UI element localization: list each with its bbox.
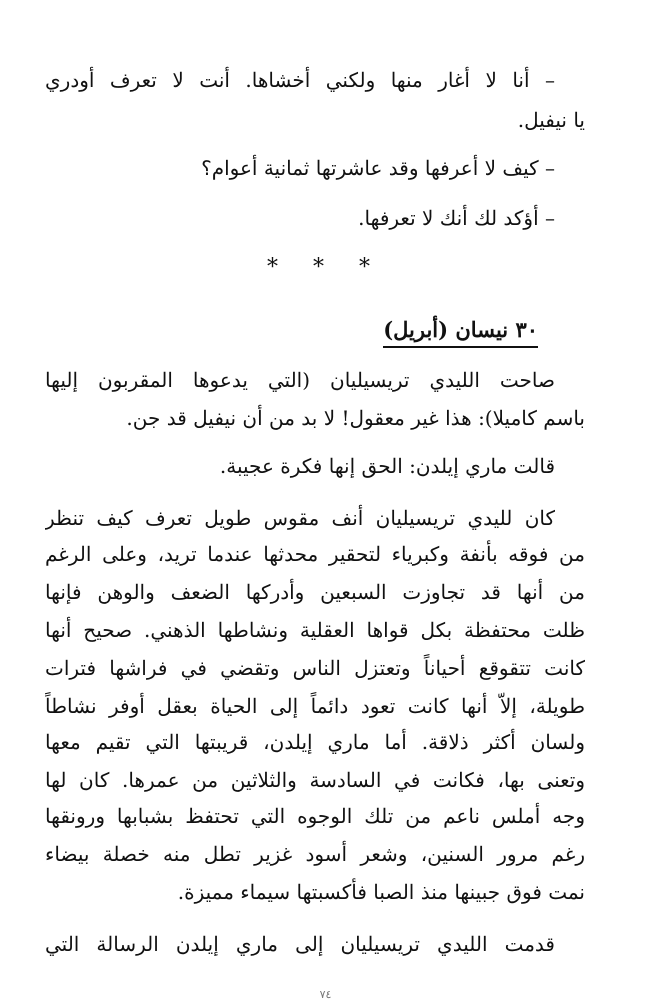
paragraph-line: من فوقه بأنفة وكبرياء لتحقير محدثها عندما تريد، وعلى الرغم: [45, 542, 585, 566]
paragraph-line: طويلة، إلاّ أنها كانت تعود دائماً إلى الحياة بعقل أوفر نشاطاً: [45, 694, 585, 718]
paragraph-line: صاحت الليدي تريسيليان (التي يدعوها المقربون إليها: [45, 368, 555, 392]
paragraph-line: ظلت محتفظة بكل قواها العقلية ونشاطها الذهني. صحيح أنها: [45, 618, 585, 642]
paragraph-line: باسم كاميلا): هذا غير معقول! لا بد من أن نيفيل قد جن.: [126, 406, 585, 430]
paragraph-line: كان لليدي تريسيليان أنف مقوس طويل تعرف كيف تنظر: [45, 506, 555, 530]
paragraph-line: نمت فوق جبينها منذ الصبا فأكسبتها سيماء مميزة.: [177, 880, 585, 904]
paragraph-line: كانت تتقوقع أحياناً وتعتزل الناس وتقضي في فراشها فترات: [45, 656, 585, 680]
page-number: ٧٤: [319, 988, 332, 1001]
section-separator: * * *: [267, 255, 384, 280]
dialogue-line: يا نيفيل.: [517, 108, 585, 132]
dialogue-line: – كيف لا أعرفها وقد عاشرتها ثمانية أعوام؟: [201, 156, 555, 180]
paragraph-line: رغم مرور السنين، وشعر أسود غزير تطل منه خصلة بيضاء: [45, 842, 585, 866]
paragraph-line: وتعنى بها، فكانت في السادسة والثلاثين من عمرها. كان لها: [45, 768, 585, 792]
paragraph-line: وجه أملس ناعم من تلك الوجوه التي تحتفظ بشبابها ورونقها: [45, 804, 585, 828]
section-heading: ٣٠ نيسان (أبريل): [383, 316, 538, 348]
dialogue-line: – أؤكد لك أنك لا تعرفها.: [358, 206, 555, 230]
dialogue-line: – أنا لا أغار منها ولكني أخشاها. أنت لا تعرف أودري: [45, 68, 555, 92]
paragraph-line: من أنها قد تجاوزت السبعين وأدركها الضعف والوهن فإنها: [45, 580, 585, 604]
paragraph-line: قالت ماري إيلدن: الحق إنها فكرة عجيبة.: [219, 454, 555, 478]
paragraph-line: ولسان أكثر ذلاقة. أما ماري إيلدن، قريبتها التي تقيم معها: [45, 730, 585, 754]
paragraph-line: قدمت الليدي تريسيليان إلى ماري إيلدن الرسالة التي: [45, 932, 555, 956]
